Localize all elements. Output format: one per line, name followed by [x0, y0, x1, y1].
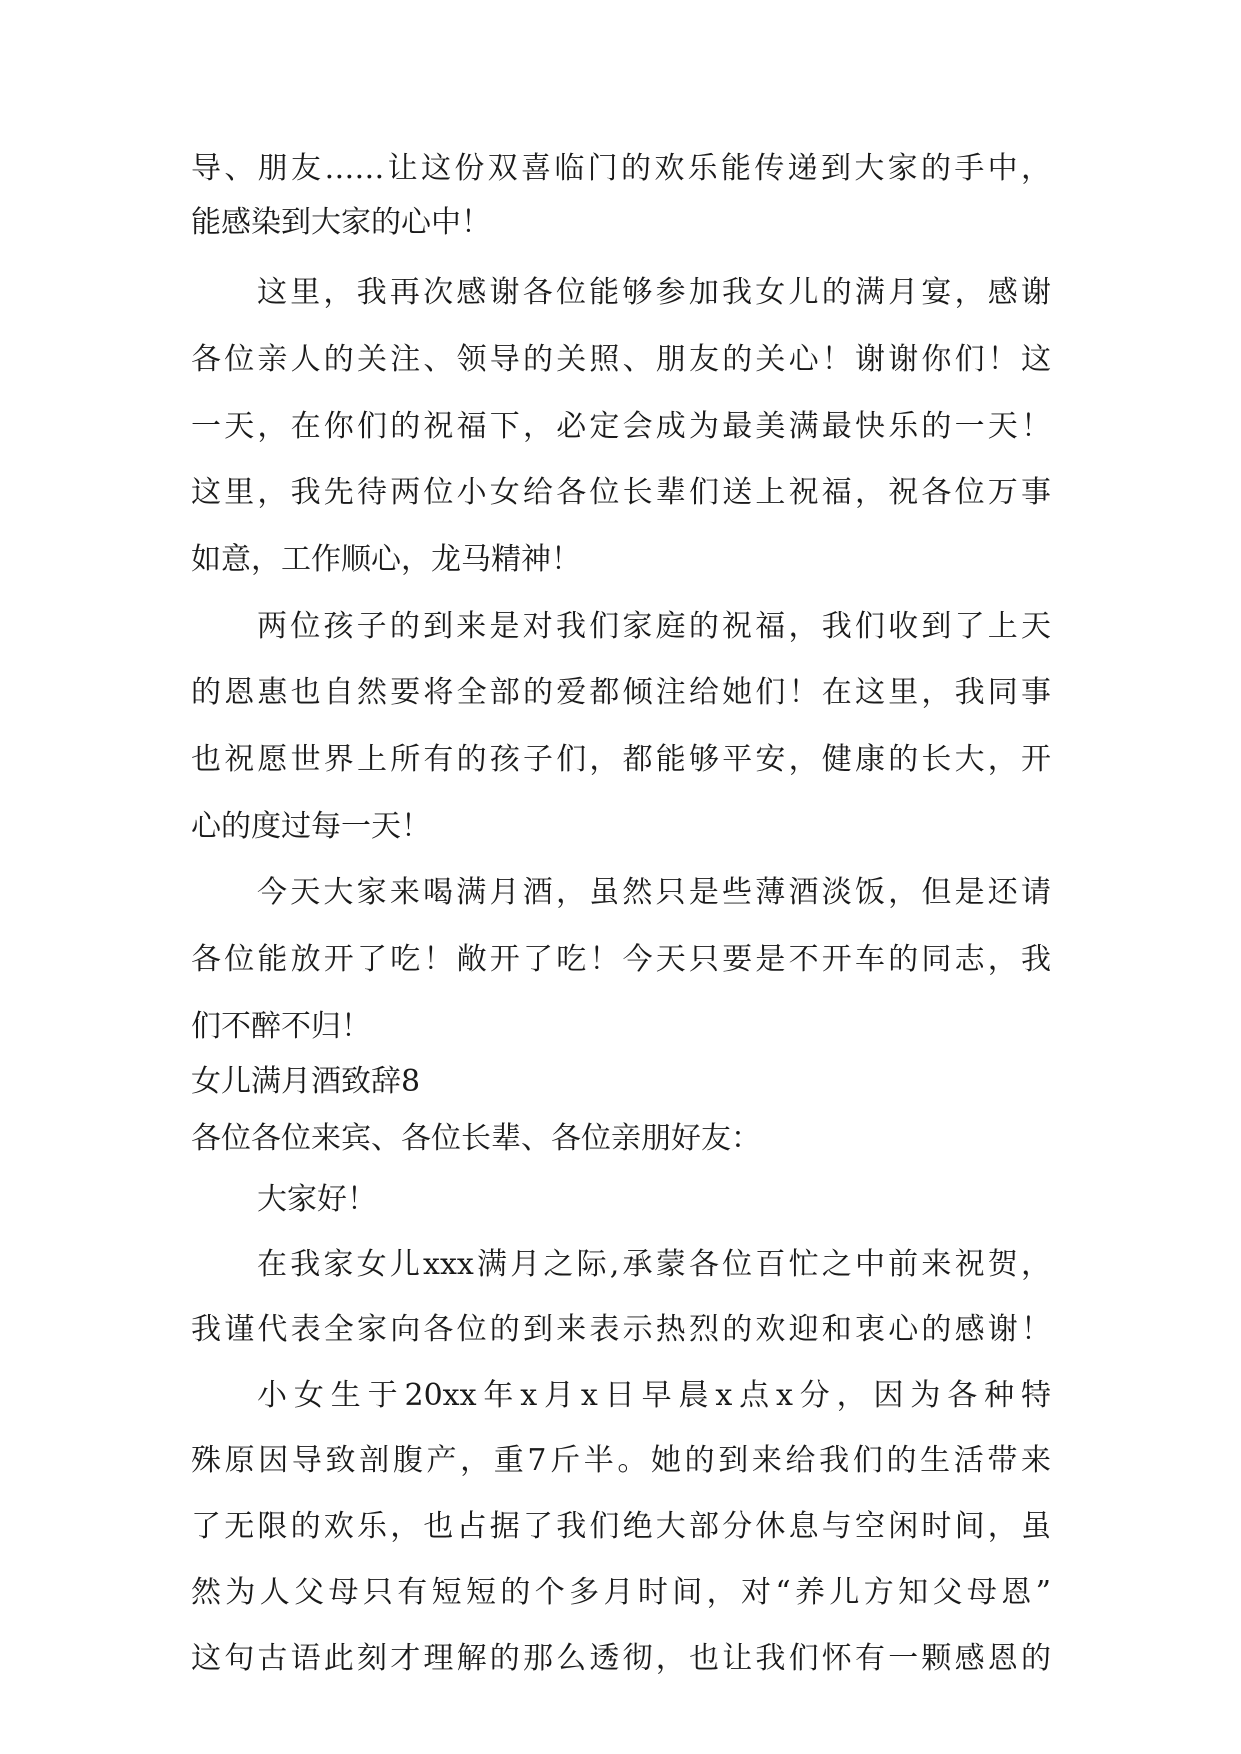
greeting: 大家好！ [257, 1182, 377, 1217]
text-line: 的恩惠也自然要将全部的爱都倾注给她们！在这里，我同事 [191, 675, 1051, 710]
text-line: 两位孩子的到来是对我们家庭的祝福，我们收到了上天 [257, 609, 1051, 644]
text-line: 一天，在你们的祝福下，必定会成为最美满最快乐的一天！ [191, 409, 1051, 444]
text-line: 殊原因导致剖腹产，重7斤半。她的到来给我们的生活带来 [191, 1443, 1051, 1478]
text-line: 们不醉不归！ [191, 1009, 371, 1044]
text-line: 我谨代表全家向各位的到来表示热烈的欢迎和衷心的感谢！ [191, 1312, 1051, 1347]
text-line: 各位能放开了吃！敞开了吃！今天只要是不开车的同志，我 [191, 942, 1051, 977]
text-line: 在我家女儿xxx满月之际,承蒙各位百忙之中前来祝贺， [257, 1247, 1051, 1282]
text-line: 各位亲人的关注、领导的关照、朋友的关心！谢谢你们！这 [191, 342, 1051, 377]
text-line: 能感染到大家的心中！ [191, 205, 491, 240]
section-heading: 女儿满月酒致辞8 [191, 1064, 421, 1099]
text-line: 然为人父母只有短短的个多月时间，对“养儿方知父母恩” [191, 1575, 1051, 1610]
text-line: 心的度过每一天！ [191, 809, 431, 844]
text-line: 这句古语此刻才理解的那么透彻，也让我们怀有一颗感恩的 [191, 1641, 1051, 1676]
salutation: 各位各位来宾、各位长辈、各位亲朋好友： [191, 1121, 761, 1156]
text-line: 如意，工作顺心，龙马精神！ [191, 542, 581, 577]
text-line: 也祝愿世界上所有的孩子们，都能够平安，健康的长大，开 [191, 742, 1051, 777]
text-line: 了无限的欢乐，也占据了我们绝大部分休息与空闲时间，虽 [191, 1509, 1051, 1544]
text-line: 今天大家来喝满月酒，虽然只是些薄酒淡饭，但是还请 [257, 875, 1051, 910]
text-line: 小女生于20xx年x月x日早晨x点x分，因为各种特 [257, 1378, 1051, 1413]
text-line: 这里，我先待两位小女给各位长辈们送上祝福，祝各位万事 [191, 475, 1051, 510]
text-line: 这里，我再次感谢各位能够参加我女儿的满月宴，感谢 [257, 275, 1051, 310]
text-line: 导、朋友……让这份双喜临门的欢乐能传递到大家的手中， [191, 151, 1051, 186]
